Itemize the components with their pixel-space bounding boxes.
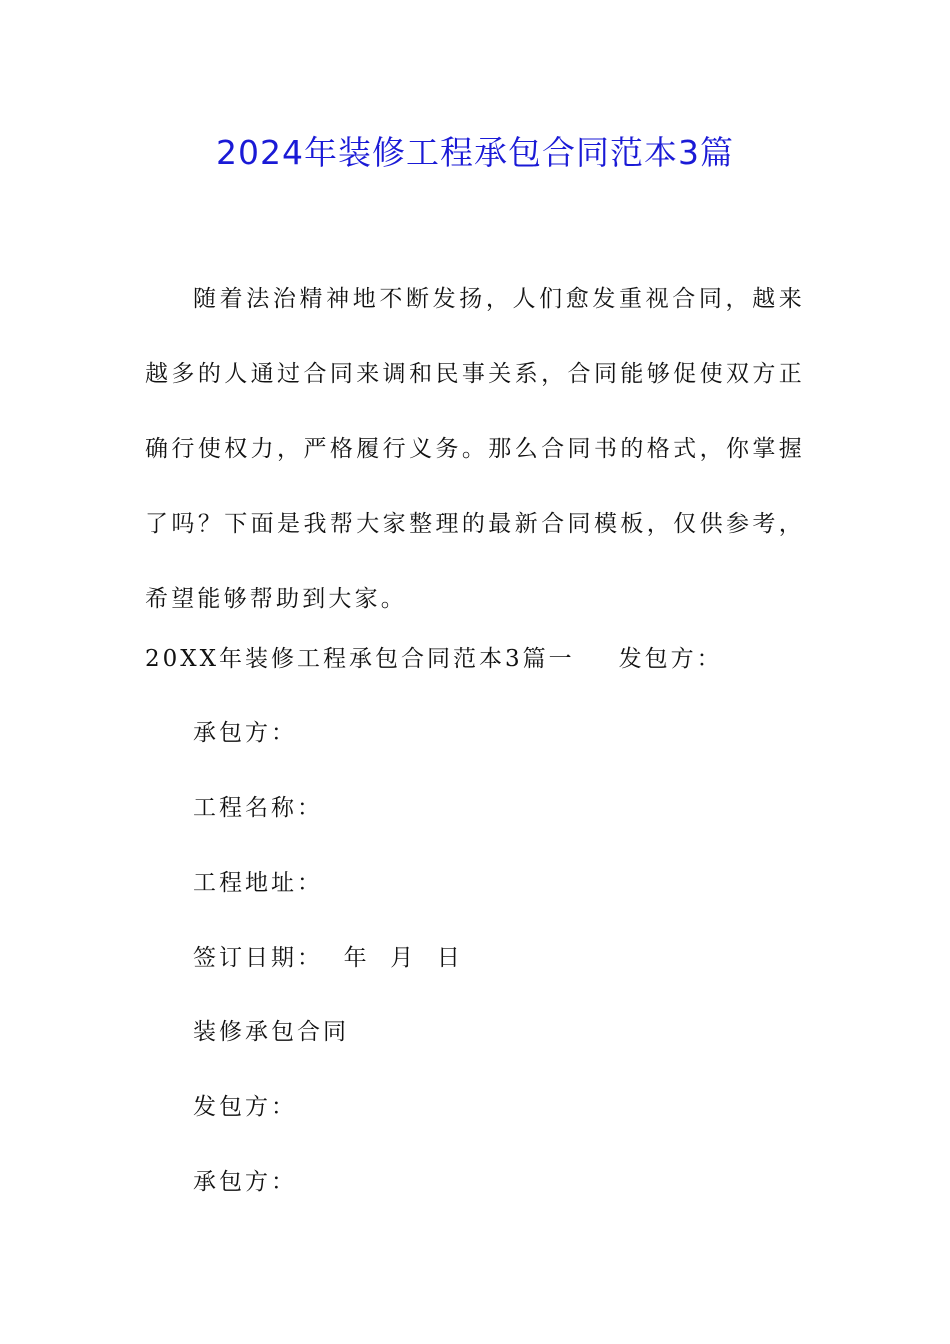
party-a-label: 发包方： — [618, 646, 723, 672]
intro-paragraph: 随着法治精神地不断发扬，人们愈发重视合同，越来越多的人通过合同来调和民事关系，合同能够促使双方正确行使权力，严格履行义务。那么合同书的格式，你掌握了吗？下面是我帮大家整理的最新合同模板，仅供参考，希望能够帮助到大家。 — [145, 286, 805, 612]
section-heading-text: 20XX年装修工程承包合同范本3篇一 — [145, 646, 575, 672]
party-b-field: 承包方： — [193, 1169, 297, 1195]
contractor-field: 承包方： — [193, 720, 297, 746]
signing-date-field: 签订日期： 年 月 日 — [193, 945, 463, 971]
project-name-field: 工程名称： — [193, 795, 323, 821]
document-title: 2024年装修工程承包合同范本3篇 — [216, 133, 734, 172]
project-address-field: 工程地址： — [193, 870, 323, 896]
contract-subtitle: 装修承包合同 — [193, 1019, 349, 1045]
party-a-field: 发包方： — [193, 1094, 297, 1120]
section-heading — [145, 639, 723, 679]
